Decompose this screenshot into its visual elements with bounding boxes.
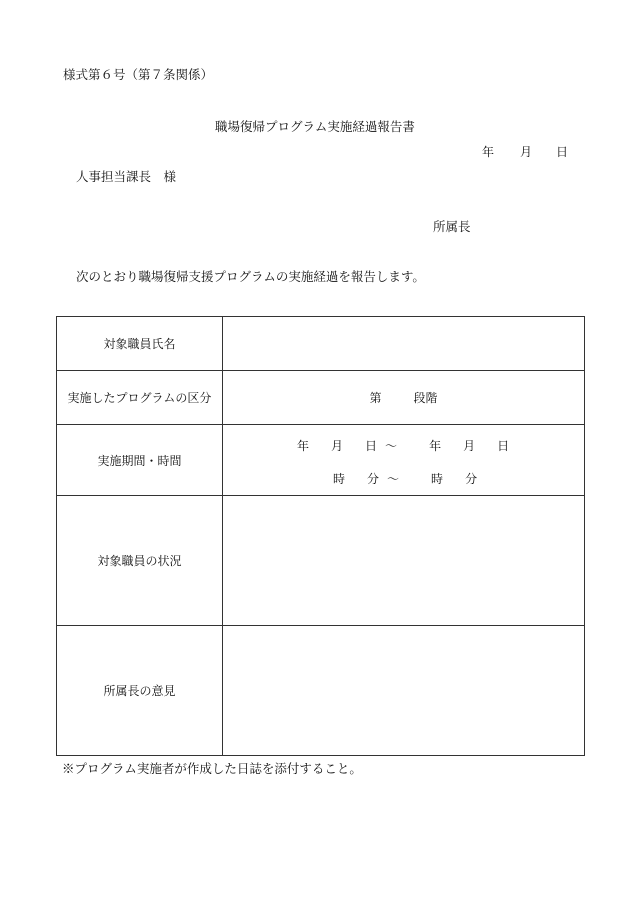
employee-status-field[interactable] [223,496,585,626]
from-day: 日 [365,439,378,453]
table-row-employee-status [57,496,585,626]
period-field[interactable] [223,425,585,496]
time-tilde: ～ [387,472,400,486]
date-year-label: 年 [482,145,495,159]
from-year: 年 [297,439,310,453]
from-minute: 分 [367,472,380,486]
footnote: ※プログラム実施者が作成した日誌を添付すること。 [62,761,362,776]
time-range [333,470,477,487]
to-month: 月 [463,439,476,453]
date-month-label: 月 [520,145,533,159]
report-table [56,316,585,756]
intro-text: 次のとおり職場復帰支援プログラムの実施経過を報告します。 [76,269,425,284]
table-row-period [57,425,585,496]
to-year: 年 [429,439,442,453]
date-tilde: ～ [385,439,398,453]
report-date [482,146,568,158]
period-label: 実施期間・時間 [57,425,223,496]
document-title: 職場復帰プログラム実施経過報告書 [215,119,415,134]
from-month: 月 [331,439,344,453]
table-row-employee-name [57,317,585,371]
to-hour: 時 [431,472,444,486]
addressee: 人事担当課長 様 [76,169,177,184]
stage-suffix: 段階 [413,391,438,405]
stage-prefix: 第 [369,391,382,405]
supervisor-opinion-label: 所属長の意見 [57,626,223,756]
employee-name-field[interactable] [223,317,585,371]
to-day: 日 [497,439,510,453]
date-day-label: 日 [556,145,569,159]
supervisor-opinion-field[interactable] [223,626,585,756]
program-stage-label: 実施したプログラムの区分 [57,371,223,425]
table-row-supervisor-opinion [57,626,585,756]
form-number: 様式第６号（第７条関係） [63,67,214,82]
program-stage-field[interactable] [223,371,585,425]
date-range [297,437,509,454]
sender: 所属長 [433,219,471,234]
from-hour: 時 [333,472,346,486]
employee-name-label: 対象職員氏名 [57,317,223,371]
to-minute: 分 [465,472,478,486]
employee-status-label: 対象職員の状況 [57,496,223,626]
table-row-program-stage [57,371,585,425]
